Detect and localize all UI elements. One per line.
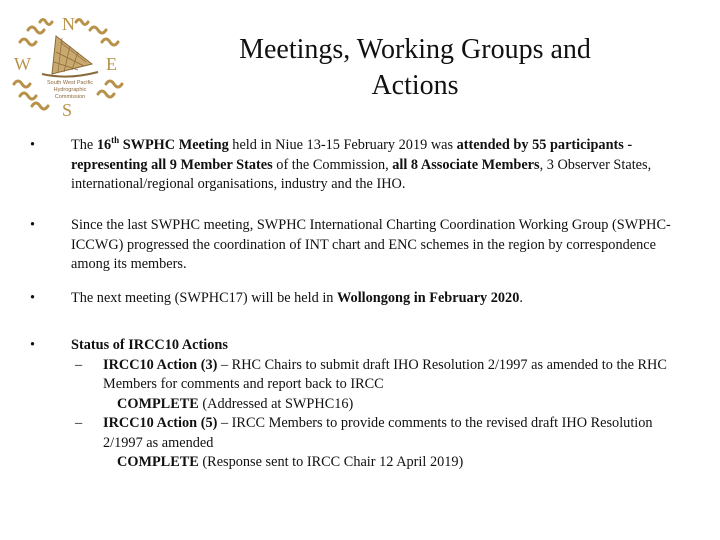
logo-caption-line-2: Hydrographic (53, 87, 87, 93)
action-5-status: COMPLETE (Response sent to IRCC Chair 12 April 2019) (117, 454, 464, 470)
status-complete: COMPLETE (117, 395, 199, 412)
logo-caption-line-3: Commission (54, 94, 86, 100)
compass-rose-logo-icon (6, 8, 134, 120)
slide-title-line-1: Meetings, Working Groups and (239, 34, 591, 65)
swphc-logo (6, 8, 134, 120)
bullet-marker: • (30, 290, 36, 306)
sub-item-action-3: – IRCC10 Action (3) – RHC Chairs to submit draft IHO Resolution 2/1997 as amended to the RHC Members for comments and report back to IRCC COMPLETE (Addressed at SWPHC16) (71, 356, 690, 415)
bullet-swphc-meeting: • The 16th SWPHC Meeting held in Niue 13-15 February 2019 was attended by 55 participants - representing all 9 Member States of the Commission, all 8 Associate Members, 3 Observer States, international/regional organisations, industry and the IHO. (30, 135, 652, 192)
ircc10-heading: Status of IRCC10 Actions (71, 337, 228, 353)
bullet-marker: • (30, 337, 36, 353)
slide-title (180, 32, 650, 104)
logo-letter-w: W (14, 54, 31, 74)
bullet-marker: • (30, 137, 36, 153)
next-meeting-location: Wollongong in February 2020 (337, 290, 520, 306)
bullet-iccwg-progress: • Since the last SWPHC meeting, SWPHC International Charting Coordination Working Group (SWPHC-ICCWG) progressed the coordination of INT chart and ENC schemes in the region by correspondence among its members. (30, 217, 671, 272)
action-3-status: COMPLETE (Addressed at SWPHC16) (117, 395, 354, 412)
logo-letter-e: E (106, 54, 117, 74)
associate-members-highlight: all 8 Associate Members (392, 156, 540, 173)
bullet-marker: • (30, 217, 36, 233)
sail-motif (42, 36, 98, 77)
sub-item-action-5: – IRCC10 Action (5) – IRCC Members to provide comments to the revised draft IHO Resolution 2/1997 as amended COMPLETE (Response sent to IRCC Chair 12 April 2019) (71, 414, 690, 473)
meeting-number: 16th SWPHC Meeting (96, 135, 229, 153)
bullet-next-meeting: • The next meeting (SWPHC17) will be held in Wollongong in February 2020. (30, 289, 690, 309)
status-complete: COMPLETE (117, 454, 199, 470)
attendance-highlight: attended by 55 participants - representing all 9 Member States (71, 137, 633, 173)
logo-caption-line-1: South West Pacific (46, 80, 94, 86)
action-3-label: IRCC10 Action (3) (103, 356, 218, 373)
action-5-label: IRCC10 Action (5) (103, 415, 218, 431)
logo-letter-s: S (62, 100, 73, 120)
sub-bullet-dash: – (75, 415, 83, 431)
slide-title-line-2: Actions (371, 70, 459, 101)
bullet-ircc10-actions (30, 336, 690, 473)
sub-bullet-dash: – (75, 356, 83, 373)
logo-letter-n: N (62, 14, 75, 34)
